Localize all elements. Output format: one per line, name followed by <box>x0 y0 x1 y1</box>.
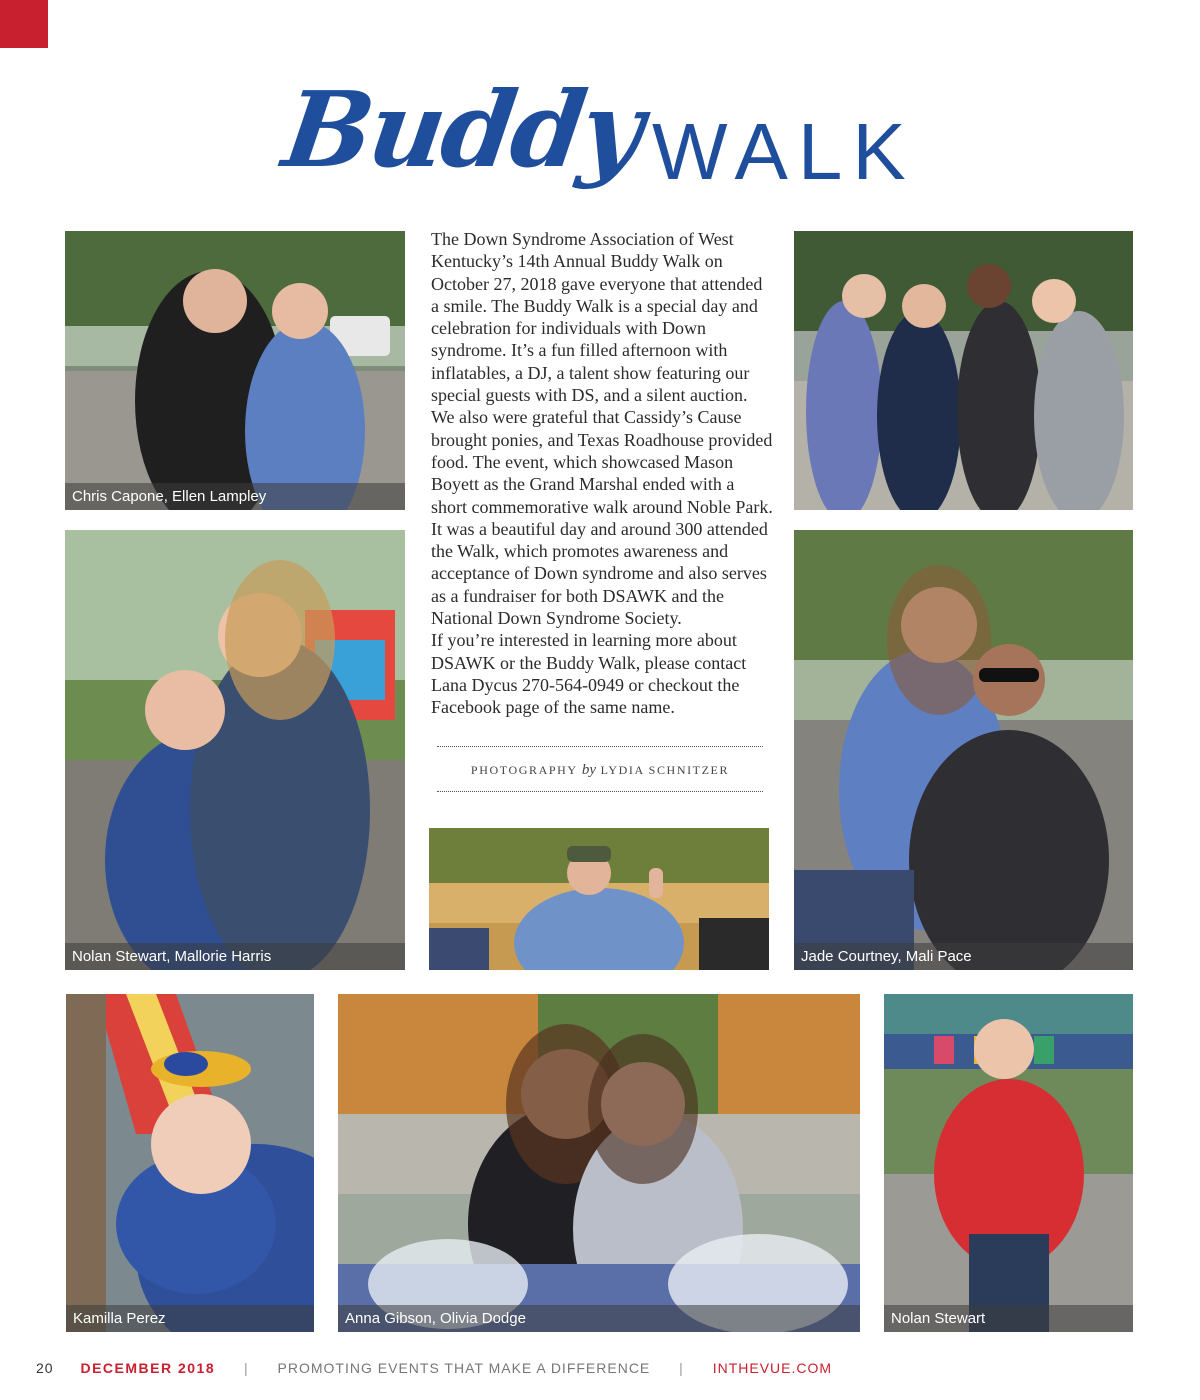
photo-caption: Jade Courtney, Mali Pace <box>794 943 1133 970</box>
credit-prefix: PHOTOGRAPHY <box>470 763 578 777</box>
page-number: 20 <box>36 1360 54 1376</box>
photo-hug-middle-left <box>65 530 405 970</box>
photo-group-top-right <box>794 231 1133 510</box>
corner-tab <box>0 0 48 48</box>
website-link[interactable]: INTHEVUE.COM <box>712 1360 833 1376</box>
credit-name: LYDIA SCHNITZER <box>600 763 730 777</box>
photo-caption: Chris Capone, Ellen Lampley <box>65 483 405 510</box>
photo-girls-bottom-center <box>338 994 860 1332</box>
divider-bottom <box>437 791 763 792</box>
photo-caption: Kamilla Perez <box>66 1305 314 1332</box>
photo-pair-middle-right <box>794 530 1133 970</box>
credit-by: by <box>581 762 596 778</box>
issue-date: DECEMBER 2018 <box>80 1360 216 1376</box>
article-paragraph: If you’re interested in learning more about DSAWK or the Buddy Walk, please contact Lana Dycus 270-564-0949 or checkout the Facebook page of the same name. <box>431 630 747 718</box>
page-footer <box>36 1358 832 1378</box>
page-title-caps: WALK <box>652 107 916 196</box>
photo-couple-top-left <box>65 231 405 510</box>
photo-credit <box>437 762 763 779</box>
divider-top <box>437 746 763 747</box>
photo-caption: Anna Gibson, Olivia Dodge <box>338 1305 860 1332</box>
photo-caption: Nolan Stewart, Mallorie Harris <box>65 943 405 970</box>
footer-tagline: PROMOTING EVENTS THAT MAKE A DIFFERENCE <box>277 1360 651 1376</box>
footer-divider: | <box>679 1360 684 1376</box>
photo-caption: Nolan Stewart <box>884 1305 1133 1332</box>
photo-baby-bottom-left <box>66 994 314 1332</box>
article-body <box>431 228 773 719</box>
page-title-script: Buddy <box>276 68 649 191</box>
article-paragraph: The Down Syndrome Association of West Kentucky’s 14th Annual Buddy Walk on October 27, 2018 gave everyone that attended a smile. The Buddy Walk is a special day and celebration for individuals with Down syndrome. It’s a fun filled afternoon with inflatables, a DJ, a talent show featuring our special guests with DS, and a silent auction. We also were grateful that Cassidy’s Cause brought ponies, and Texas Roadhouse provided food. The event, which showcased Mason Boyett as the Grand Marshal ended with a short commemorative walk around Noble Park. It was a beautiful day and around 300 attended the Walk, which promotes awareness and acceptance of Down syndrome and also serves as a fundraiser for both DSAWK and the National Down Syndrome Society. <box>431 229 773 629</box>
footer-divider: | <box>244 1360 249 1376</box>
photo-thumbs-up-center <box>429 828 769 970</box>
photo-red-jacket-bottom-right <box>884 994 1133 1332</box>
